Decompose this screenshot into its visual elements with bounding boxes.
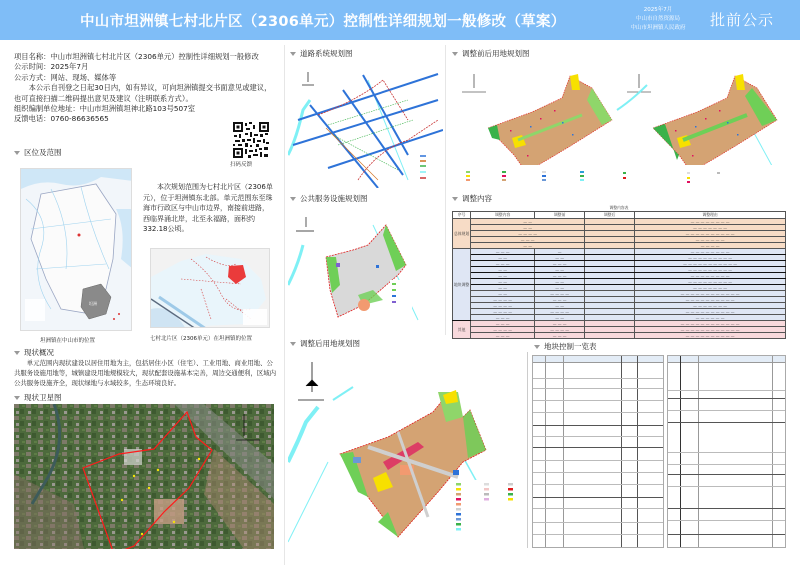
changes-table <box>452 205 786 339</box>
table-row: — — — — — — — — — — — <box>453 315 786 321</box>
landuse-compare-maps <box>452 60 787 185</box>
status-description: 单元范围内现状建设以居住用地为主，包括居住小区（住宅）、工业用地、商业用地、公共服务设施用地等，城镇建设用地规模较大，现状配套设施基本完善，周边交通便利，区域内公共服务设施齐全，现状绿地与水域较多，生态环境良好。 <box>14 359 277 387</box>
collapse-triangle-icon[interactable] <box>14 396 20 400</box>
time-label: 公示时间： <box>14 62 51 72</box>
table-row: — — — — — — — — — — — — — — <box>453 231 786 237</box>
control-table-sheet-1 <box>532 355 664 548</box>
section-heading-status: 现状概况 <box>14 347 54 358</box>
road-system-map <box>288 60 443 188</box>
collapse-triangle-icon[interactable] <box>290 342 296 346</box>
table-row: — — — — — — — — — — — — — — — — — — <box>453 309 786 315</box>
method-label: 公示方式： <box>14 72 51 82</box>
project-name-label: 项目名称： <box>14 52 51 61</box>
qr-code[interactable] <box>232 121 270 159</box>
issue-date: 2025年7月 <box>643 7 673 13</box>
qr-caption: 扫码反馈 <box>230 162 253 168</box>
table-row: — — — — — — — — — — — — — <box>453 267 786 273</box>
svg-text:坦洲: 坦洲 <box>89 301 97 306</box>
zhongshan-location-map <box>20 168 132 331</box>
table-row: — — — — — — — — — — — — — <box>453 255 786 261</box>
issuer-1: 中山市自然资源局 <box>635 16 680 22</box>
table-row: — — — — — — — — — — — — — — — — <box>453 333 786 339</box>
notice-stamp: 批前公示 <box>710 11 775 29</box>
location-description: 本次规划范围为七村北片区（2306单元），位于坦洲镇东北部。单元范围东至珠海市行政区与中山市边界，南接前进路，西临界涌北岸，北至永福路，面积约332.18公顷。 <box>143 183 273 234</box>
control-table-sheet-2 <box>667 355 786 548</box>
section-heading-control-table: 地块控制一览表 <box>534 341 597 352</box>
issuer-2: 中山市坦洲镇人民政府 <box>630 25 686 31</box>
table-title: 调整内容表 <box>609 205 629 210</box>
column-divider <box>445 45 446 335</box>
page-title: 中山市坦洲镇七村北片区（2306单元）控制性详细规划一般修改（草案） <box>80 14 566 30</box>
table-row: — — — — — — <box>453 243 786 249</box>
collapse-triangle-icon[interactable] <box>14 151 20 155</box>
collapse-triangle-icon[interactable] <box>452 197 458 201</box>
notice-text: 本公示自刊登之日起30日内，如有异议，可向坦洲镇提交书面意见或建议，也可直接扫描二维码提出意见及建议（注明联系方式）。 <box>14 83 272 103</box>
collapse-triangle-icon[interactable] <box>14 351 20 355</box>
section-heading-landuse-compare: 调整前后用地规划图 <box>452 48 530 59</box>
table-row: 总体规划 — — — — — — — — — — <box>453 219 786 225</box>
table-header-row: 序号 调整内容 调整前 调整后 调整理由 <box>453 212 786 219</box>
method-value: 网站、现场、媒体等 <box>50 72 117 82</box>
table-row: — — — — — — — — — — — — — — — — — <box>453 261 786 267</box>
column-divider <box>284 45 285 565</box>
section-heading-location: 区位及范围 <box>14 147 62 158</box>
table-row: — — — — — — — — — — — — — — — — — — <box>453 291 786 297</box>
org-label: 组织编制单位地址： <box>14 104 80 114</box>
table-row: — — — — — — — — — — — — — — — — — <box>453 297 786 303</box>
table-row: 其他 — — — — — — — — — — — — — — — — — — <box>453 321 786 327</box>
table-row: — — — — — — — — — <box>453 225 786 231</box>
table-row: 地块调整 — — — — — — — — — — — — <box>453 249 786 255</box>
table-row: — — — — — — — — — <box>453 237 786 243</box>
project-info <box>14 52 272 125</box>
caption-location-right: 七村北片区（2306单元）在坦洲镇的位置 <box>150 336 252 342</box>
collapse-triangle-icon[interactable] <box>452 52 458 56</box>
section-heading-after-landuse: 调整后用地规划图 <box>290 338 360 349</box>
issuer-block <box>618 6 698 33</box>
phone-label: 反馈电话： <box>14 114 51 124</box>
project-name-value: 中山市坦洲镇七村北片区（2306单元）控制性详细规划一般修改 <box>50 52 259 61</box>
header-banner <box>0 0 800 40</box>
table-row: — — — — — — — — — — — <box>453 285 786 291</box>
satellite-image <box>14 404 274 549</box>
time-value: 2025年7月 <box>50 62 89 72</box>
section-heading-changes: 调整内容 <box>452 193 492 204</box>
tanzhou-location-map <box>150 248 270 328</box>
table-row: — — — — — — — — — — — — — <box>453 279 786 285</box>
public-facilities-map <box>288 205 443 333</box>
collapse-triangle-icon[interactable] <box>290 52 296 56</box>
table-row: — — — — — — — — — — — — — — — — — — — — <box>453 327 786 333</box>
section-heading-facilities: 公共服务设施规划图 <box>290 193 368 204</box>
section-heading-satellite: 现状卫星图 <box>14 392 62 403</box>
table-row: — — — — — — — — — — — — — <box>453 303 786 309</box>
collapse-triangle-icon[interactable] <box>534 345 540 349</box>
table-row: — — — — — — — — — — — — — <box>453 273 786 279</box>
caption-location-left: 坦洲镇在中山市的位置 <box>40 338 96 344</box>
org-value: 中山市坦洲镇坦神北路103号507室 <box>79 104 196 114</box>
section-heading-roads: 道路系统规划图 <box>290 48 353 59</box>
phone-value: 0760-86636565 <box>50 114 109 124</box>
after-landuse-map <box>288 352 528 548</box>
collapse-triangle-icon[interactable] <box>290 197 296 201</box>
